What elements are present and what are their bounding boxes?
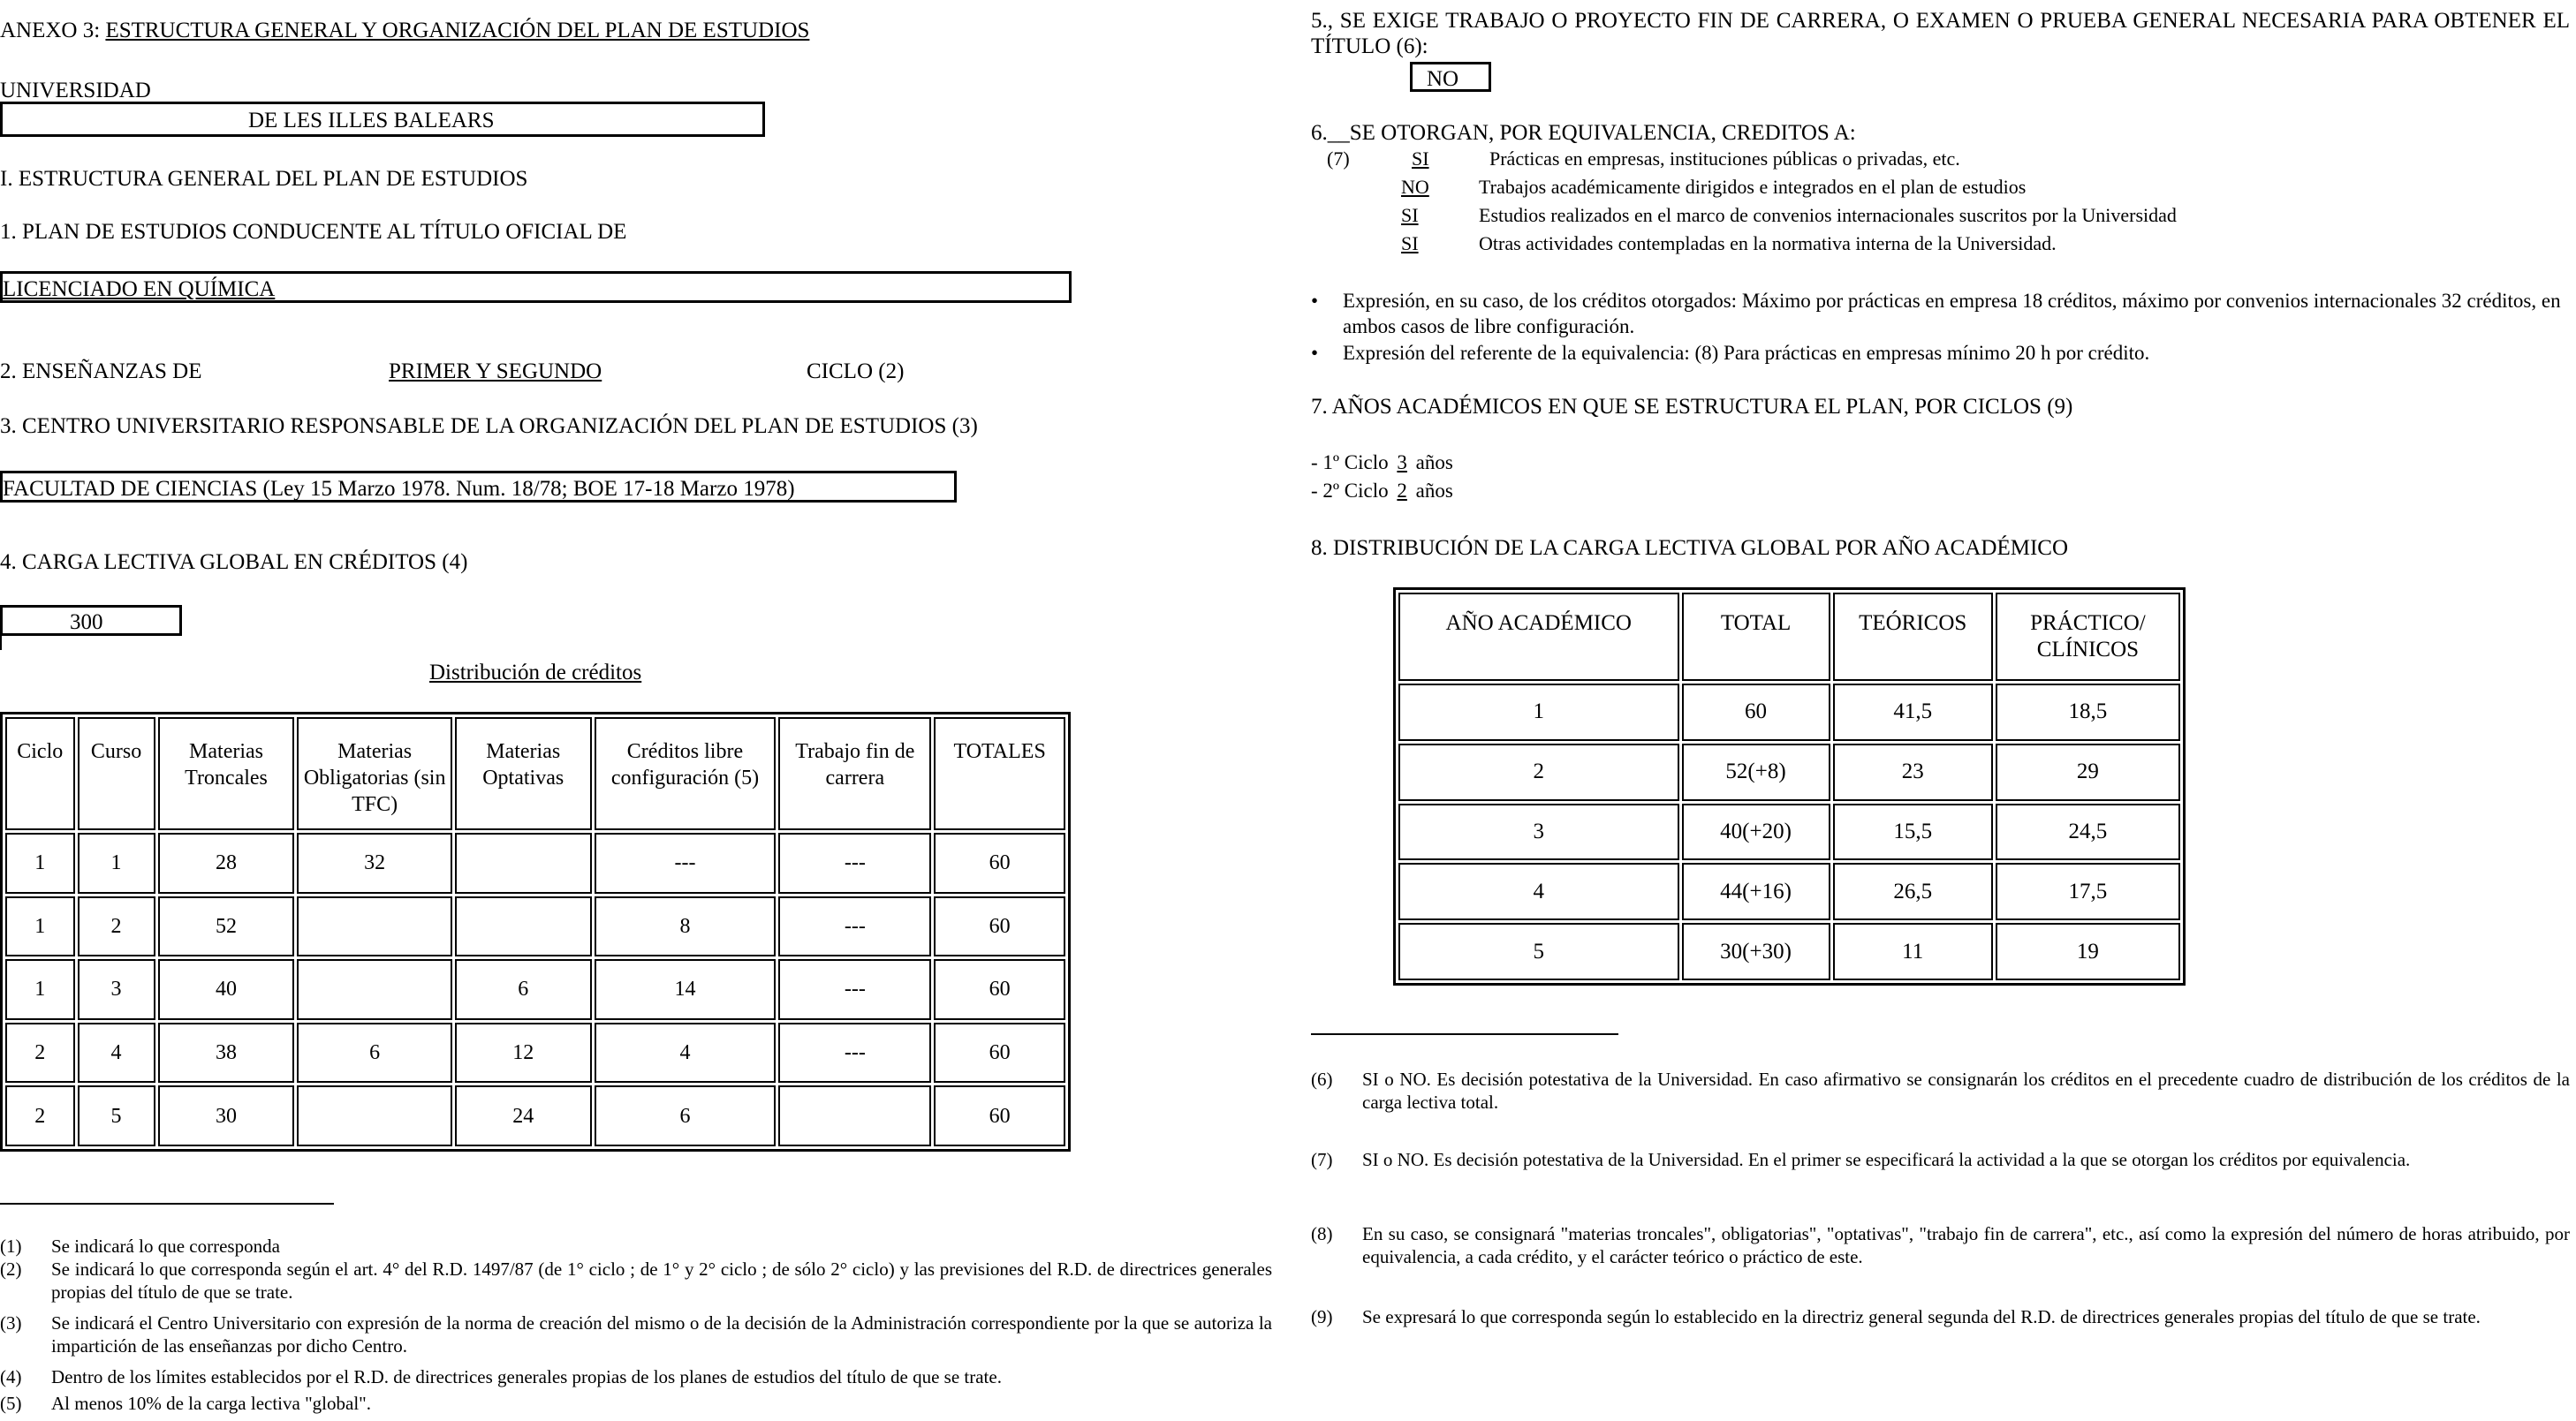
footnote-text: Se indicará lo que corresponda según el art. 4° del R.D. 1497/87 (de 1° ciclo ; de 1° y 2° ciclo ; de sólo 2° ciclo) y las previsiones del R.D. de directrices generales propias del título de que se trate. [51, 1258, 1272, 1304]
item2-label: 2. ENSEÑANZAS DE [0, 359, 202, 383]
table-row [5, 1085, 1065, 1146]
university-value: DE LES ILLES BALEARS [248, 109, 495, 132]
item1-label: 1. PLAN DE ESTUDIOS CONDUCENTE AL TÍTULO OFICIAL DE [0, 220, 627, 244]
footnote-mark: (6) [1311, 1069, 1333, 1090]
final-project-box [1410, 62, 1491, 92]
header-ciclo: Ciclo [5, 717, 75, 830]
university-box [0, 102, 765, 137]
item7-label: 7. AÑOS ACADÉMICOS EN QUE SE ESTRUCTURA EL PLAN, POR CICLOS (9) [1311, 395, 2073, 419]
footnote [1311, 1222, 2570, 1272]
credits-box-tick [0, 636, 2, 650]
equivalence-answer: SI [1401, 204, 1419, 226]
footnote-text: Dentro de los límites establecidos por el R.D. de directrices generales propias de los planes de estudios del título de que se trate. [51, 1366, 1002, 1387]
bullet-item [1311, 341, 2570, 367]
cycle-prefix: - 2º Ciclo [1311, 480, 1389, 502]
item6-note: (7) [1327, 147, 1350, 170]
center-value: FACULTAD DE CIENCIAS (Ley 15 Marzo 1978. Num. 18/78; BOE 17-18 Marzo 1978) [3, 477, 795, 501]
table-cell: --- [778, 896, 931, 957]
footnote [1311, 1148, 2570, 1198]
table-cell: 60 [1682, 684, 1830, 741]
center-box [0, 471, 957, 503]
table-cell: 2 [5, 1085, 75, 1146]
table-cell: --- [595, 833, 777, 894]
table-cell: 3 [78, 959, 155, 1020]
table-cell: 5 [1398, 923, 1679, 980]
cycle-years: 2 [1397, 480, 1407, 502]
table-cell: 18,5 [1996, 684, 2180, 741]
degree-box [0, 271, 1072, 303]
table-cell: 4 [595, 1023, 777, 1084]
header-totales: TOTALES [934, 717, 1065, 830]
equivalence-item [1396, 176, 2026, 199]
table-row [5, 833, 1065, 894]
credits-box [0, 605, 182, 636]
footnote-text: Se indicará lo que corresponda [51, 1236, 280, 1257]
header-optativas: Materias Optativas [455, 717, 592, 830]
footnote-mark: (5) [0, 1393, 22, 1414]
table-cell: 60 [934, 833, 1065, 894]
academic-year-table [1393, 587, 2186, 986]
table-cell: 41,5 [1833, 684, 1993, 741]
footnote-mark: (1) [0, 1236, 22, 1257]
table-cell: 1 [5, 896, 75, 957]
equivalence-text: Prácticas en empresas, instituciones públicas o privadas, etc. [1489, 147, 1960, 170]
final-project-value: NO [1427, 67, 1459, 91]
header-trabajo-fin: Trabajo fin de carrera [778, 717, 931, 830]
table-cell: 14 [595, 959, 777, 1020]
header-teoricos: TEÓRICOS [1833, 593, 1993, 681]
item2-suffix: CICLO (2) [807, 359, 905, 383]
table-cell: 6 [455, 959, 592, 1020]
footnote-text: SI o NO. Es decisión potestativa de la Universidad. En el primer se especificará la actividad a la que se otorgan los créditos por equivalencia. [1362, 1149, 2411, 1170]
credit-distribution-table [0, 712, 1071, 1152]
table-cell: 52(+8) [1682, 744, 1830, 801]
table-cell: 1 [1398, 684, 1679, 741]
table-cell: 2 [1398, 744, 1679, 801]
item2-value: PRIMER Y SEGUNDO [389, 359, 602, 383]
table-cell: 32 [297, 833, 451, 894]
table-cell: 40(+20) [1682, 804, 1830, 861]
table-cell: 38 [158, 1023, 295, 1084]
item3-label: 3. CENTRO UNIVERSITARIO RESPONSABLE DE LA ORGANIZACIÓN DEL PLAN DE ESTUDIOS (3) [0, 414, 978, 438]
section-i-heading: I. ESTRUCTURA GENERAL DEL PLAN DE ESTUDIOS [0, 167, 528, 191]
table-cell [297, 1085, 451, 1146]
table-cell: 8 [595, 896, 777, 957]
distribution-caption: Distribución de créditos [429, 661, 642, 684]
table-cell: 30(+30) [1682, 923, 1830, 980]
table-row [1398, 744, 2180, 801]
table-cell: 4 [1398, 863, 1679, 920]
bullet-dot: • [1311, 290, 1319, 312]
footnote-mark: (4) [0, 1366, 22, 1387]
equivalence-text: Otras actividades contempladas en la normativa interna de la Universidad. [1479, 232, 2057, 254]
table-cell: --- [778, 833, 931, 894]
credits-value: 300 [70, 610, 103, 634]
cycle-prefix: - 1º Ciclo [1311, 451, 1389, 473]
table-cell [455, 833, 592, 894]
footnote-text: Se expresará lo que corresponda según lo establecido en la directriz general segunda del R.D. de directrices generales propias del título de que se trate. [1362, 1306, 2481, 1327]
table-cell: 24 [455, 1085, 592, 1146]
table-row [1398, 923, 2180, 980]
table-cell: 29 [1996, 744, 2180, 801]
table-cell: 6 [297, 1023, 451, 1084]
table-cell: 6 [595, 1085, 777, 1146]
bullet-text: Expresión del referente de la equivalencia: (8) Para prácticas en empresas mínimo 20 h por crédito. [1343, 342, 2150, 364]
cycle-years: 3 [1397, 451, 1407, 473]
footnote [0, 1365, 1272, 1388]
equivalence-item [1396, 232, 2057, 255]
table-row [5, 896, 1065, 957]
footnote [0, 1311, 1272, 1359]
left-footnote-rule [0, 1203, 334, 1205]
equivalence-answer: NO [1401, 176, 1429, 198]
table-cell: 30 [158, 1085, 295, 1146]
header-practico-clinicos: PRÁCTICO/ CLÍNICOS [1996, 593, 2180, 681]
footnote [0, 1235, 1272, 1258]
right-footnote-rule [1311, 1033, 1618, 1035]
table-row [5, 1023, 1065, 1084]
equivalence-answer: SI [1401, 232, 1419, 254]
university-label: UNIVERSIDAD [0, 79, 151, 102]
table-cell: 17,5 [1996, 863, 2180, 920]
cycle-line [1311, 450, 1453, 475]
table-cell: 2 [78, 896, 155, 957]
footnote-text: SI o NO. Es decisión potestativa de la Universidad. En caso afirmativo se consignarán los créditos en el precedente cuadro de distribución de los créditos de la carga lectiva total. [1362, 1069, 2570, 1114]
table-cell: 3 [1398, 804, 1679, 861]
header-ano-academico: AÑO ACADÉMICO [1398, 593, 1679, 681]
table-cell: 1 [5, 833, 75, 894]
annex-prefix: ANEXO 3: [0, 19, 106, 42]
table-row [1398, 804, 2180, 861]
table-cell: 1 [78, 833, 155, 894]
table-cell [297, 896, 451, 957]
item5-label: 5., SE EXIGE TRABAJO O PROYECTO FIN DE CARRERA, O EXAMEN O PRUEBA GENERAL NECESARIA PARA OBTENER EL TÍTULO (6): [1311, 9, 2570, 58]
table-cell: --- [778, 1023, 931, 1084]
table-cell: 24,5 [1996, 804, 2180, 861]
equivalence-item [1396, 147, 1960, 170]
footnote [0, 1258, 1272, 1305]
footnote-mark: (3) [0, 1312, 22, 1334]
header-total: TOTAL [1682, 593, 1830, 681]
degree-value: LICENCIADO EN QUÍMICA [3, 277, 276, 301]
table-cell [455, 896, 592, 957]
bullet-text: Expresión, en su caso, de los créditos otorgados: Máximo por prácticas en empresa 18 créditos, máximo por convenios internacionales 32 créditos, en ambos casos de libre configuración. [1343, 290, 2561, 337]
table-cell: 26,5 [1833, 863, 1993, 920]
header-troncales: Materias Troncales [158, 717, 295, 830]
equivalence-text: Trabajos académicamente dirigidos e integrados en el plan de estudios [1479, 176, 2027, 198]
footnote-mark: (8) [1311, 1223, 1333, 1244]
table-row [1398, 863, 2180, 920]
footnote [1311, 1305, 2570, 1355]
table-header-row [1398, 593, 2180, 681]
table-cell: 19 [1996, 923, 2180, 980]
table-cell: 60 [934, 1085, 1065, 1146]
table-cell [297, 959, 451, 1020]
equivalence-text: Estudios realizados en el marco de convenios internacionales suscritos por la Universidad [1479, 204, 2177, 226]
equivalence-item [1396, 204, 2177, 227]
item4-label: 4. CARGA LECTIVA GLOBAL EN CRÉDITOS (4) [0, 550, 468, 574]
bullet-item [1311, 289, 2570, 342]
table-cell: 23 [1833, 744, 1993, 801]
table-cell: 11 [1833, 923, 1993, 980]
header-libre-configuracion: Créditos libre configuración (5) [595, 717, 777, 830]
table-cell: 12 [455, 1023, 592, 1084]
table-cell: 28 [158, 833, 295, 894]
footnote-text: Se indicará el Centro Universitario con expresión de la norma de creación del mismo o de la decisión de la Administración correspondiente por la que se autoriza la impartición de las enseñanzas por dicho Centro. [51, 1312, 1272, 1357]
table-row [1398, 684, 2180, 741]
cycle-line [1311, 479, 1453, 503]
table-cell [778, 1085, 931, 1146]
annex-heading [0, 18, 809, 44]
table-cell: 2 [5, 1023, 75, 1084]
footnote [0, 1392, 1272, 1415]
table-cell: 60 [934, 959, 1065, 1020]
cycle-unit: años [1415, 480, 1453, 502]
footnote-mark: (9) [1311, 1306, 1333, 1327]
annex-title: ESTRUCTURA GENERAL Y ORGANIZACIÓN DEL PLAN DE ESTUDIOS [105, 19, 810, 42]
footnote-mark: (7) [1311, 1149, 1333, 1170]
table-cell: 40 [158, 959, 295, 1020]
footnote-text: Al menos 10% de la carga lectiva "global". [51, 1393, 371, 1414]
table-cell: 5 [78, 1085, 155, 1146]
equivalence-answer: SI [1412, 147, 1429, 170]
table-cell: 4 [78, 1023, 155, 1084]
table-cell: 15,5 [1833, 804, 1993, 861]
table-cell: 60 [934, 896, 1065, 957]
item8-label: 8. DISTRIBUCIÓN DE LA CARGA LECTIVA GLOBAL POR AÑO ACADÉMICO [1311, 536, 2068, 560]
table-cell: 1 [5, 959, 75, 1020]
cycle-unit: años [1415, 451, 1453, 473]
table-cell: 60 [934, 1023, 1065, 1084]
table-cell: --- [778, 959, 931, 1020]
table-cell: 44(+16) [1682, 863, 1830, 920]
item6-label: 6.__SE OTORGAN, POR EQUIVALENCIA, CREDITOS A: [1311, 121, 1856, 145]
footnote-mark: (2) [0, 1258, 22, 1280]
bullet-dot: • [1311, 342, 1319, 364]
header-curso: Curso [78, 717, 155, 830]
table-header-row [5, 717, 1065, 830]
table-cell: 52 [158, 896, 295, 957]
footnote [1311, 1068, 2570, 1117]
header-obligatorias: Materias Obligatorias (sin TFC) [297, 717, 451, 830]
footnote-text: En su caso, se consignará "materias troncales", obligatorias", "optativas", "trabajo fin de carrera", etc., así como la expresión del número de horas atribuido, por equivalencia, a cada crédito, y el carácter teórico o práctico de este. [1362, 1223, 2570, 1268]
table-row [5, 959, 1065, 1020]
